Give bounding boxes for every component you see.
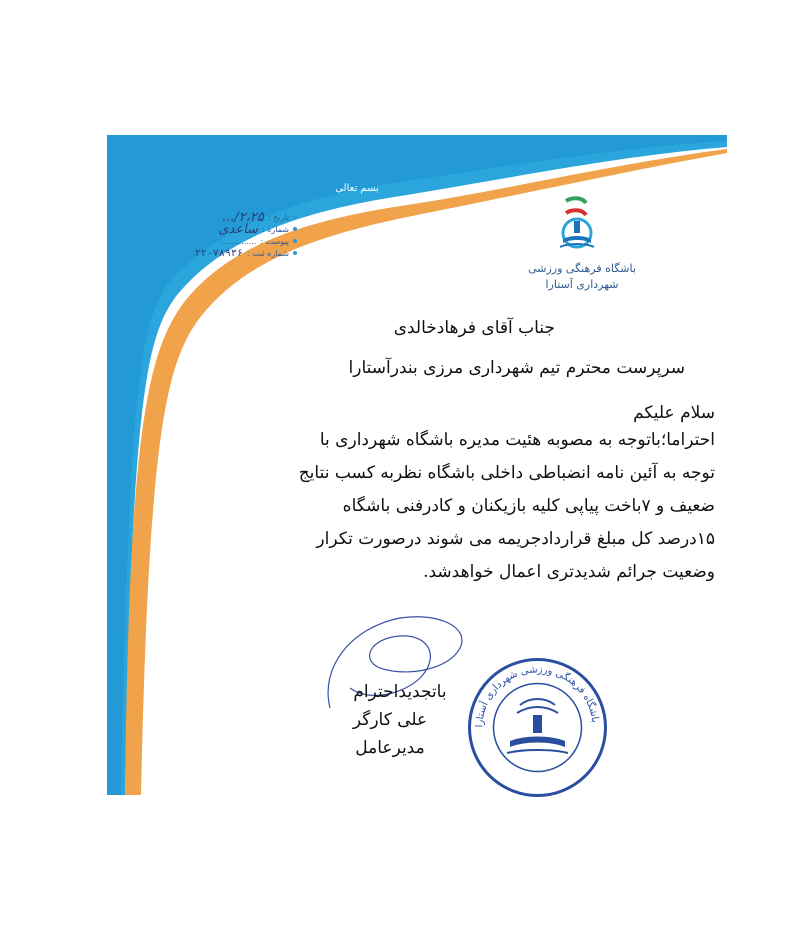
number-value: ساعدی (218, 221, 258, 237)
org-name-line2: شهرداری آستارا (545, 278, 619, 291)
number-label: شماره : (261, 224, 289, 234)
registration-label: شماره ثبت : (246, 248, 289, 258)
registration-value: ۲۲۰۷۸۹۳۶ (194, 247, 243, 259)
greeting: سلام علیکم (633, 403, 715, 423)
date-label: تاریخ : (267, 212, 289, 222)
signer-title: مدیرعامل (355, 738, 425, 758)
bullet-icon (293, 227, 297, 231)
closing: باتجدیداحترام (353, 682, 447, 702)
body-line-2: توجه به آئین نامه انضباطی داخلی باشگاه نظربه کسب نتایج (298, 463, 715, 483)
organization-name (507, 261, 657, 293)
org-name-line1: باشگاه فرهنگی ورزشی (528, 262, 636, 275)
recipient-title: سرپرست محترم تیم شهرداری مرزی بندرآستارا (348, 358, 685, 378)
stamp-ring-text: باشگاه فرهنگی ورزشی شهرداری آستارا (474, 664, 601, 728)
basmala: بسم تعالی (335, 183, 379, 194)
number-row (147, 223, 297, 235)
body-line-4: ۱۵درصد کل مبلغ قراردادجریمه می شوند درصورت تکرار (316, 529, 715, 549)
signer-name: علی کارگر (352, 710, 428, 730)
registration-row (147, 247, 297, 259)
body-line-1: احتراما؛باتوجه به مصوبه هئیت مدیره باشگاه شهرداری با (319, 430, 715, 450)
letter-meta (147, 211, 297, 259)
recipient-name: جناب آقای فرهادخالدی (393, 318, 555, 338)
attachment-value: .............. (220, 236, 257, 246)
body-line-3: ضعیف و ۷باخت پیاپی کلیه بازیکنان و کادرفنی باشگاه (342, 496, 715, 516)
club-logo-icon (552, 195, 602, 255)
bullet-icon (293, 215, 297, 219)
date-value: ۲،۲۵/... (221, 209, 264, 225)
body-line-5: وضعیت جرائم شدیدتری اعمال خواهدشد. (423, 562, 715, 582)
official-stamp (465, 655, 610, 800)
bullet-icon (293, 251, 297, 255)
attachment-row (147, 235, 297, 247)
bullet-icon (293, 239, 297, 243)
attachment-label: پیوست : (260, 236, 289, 246)
